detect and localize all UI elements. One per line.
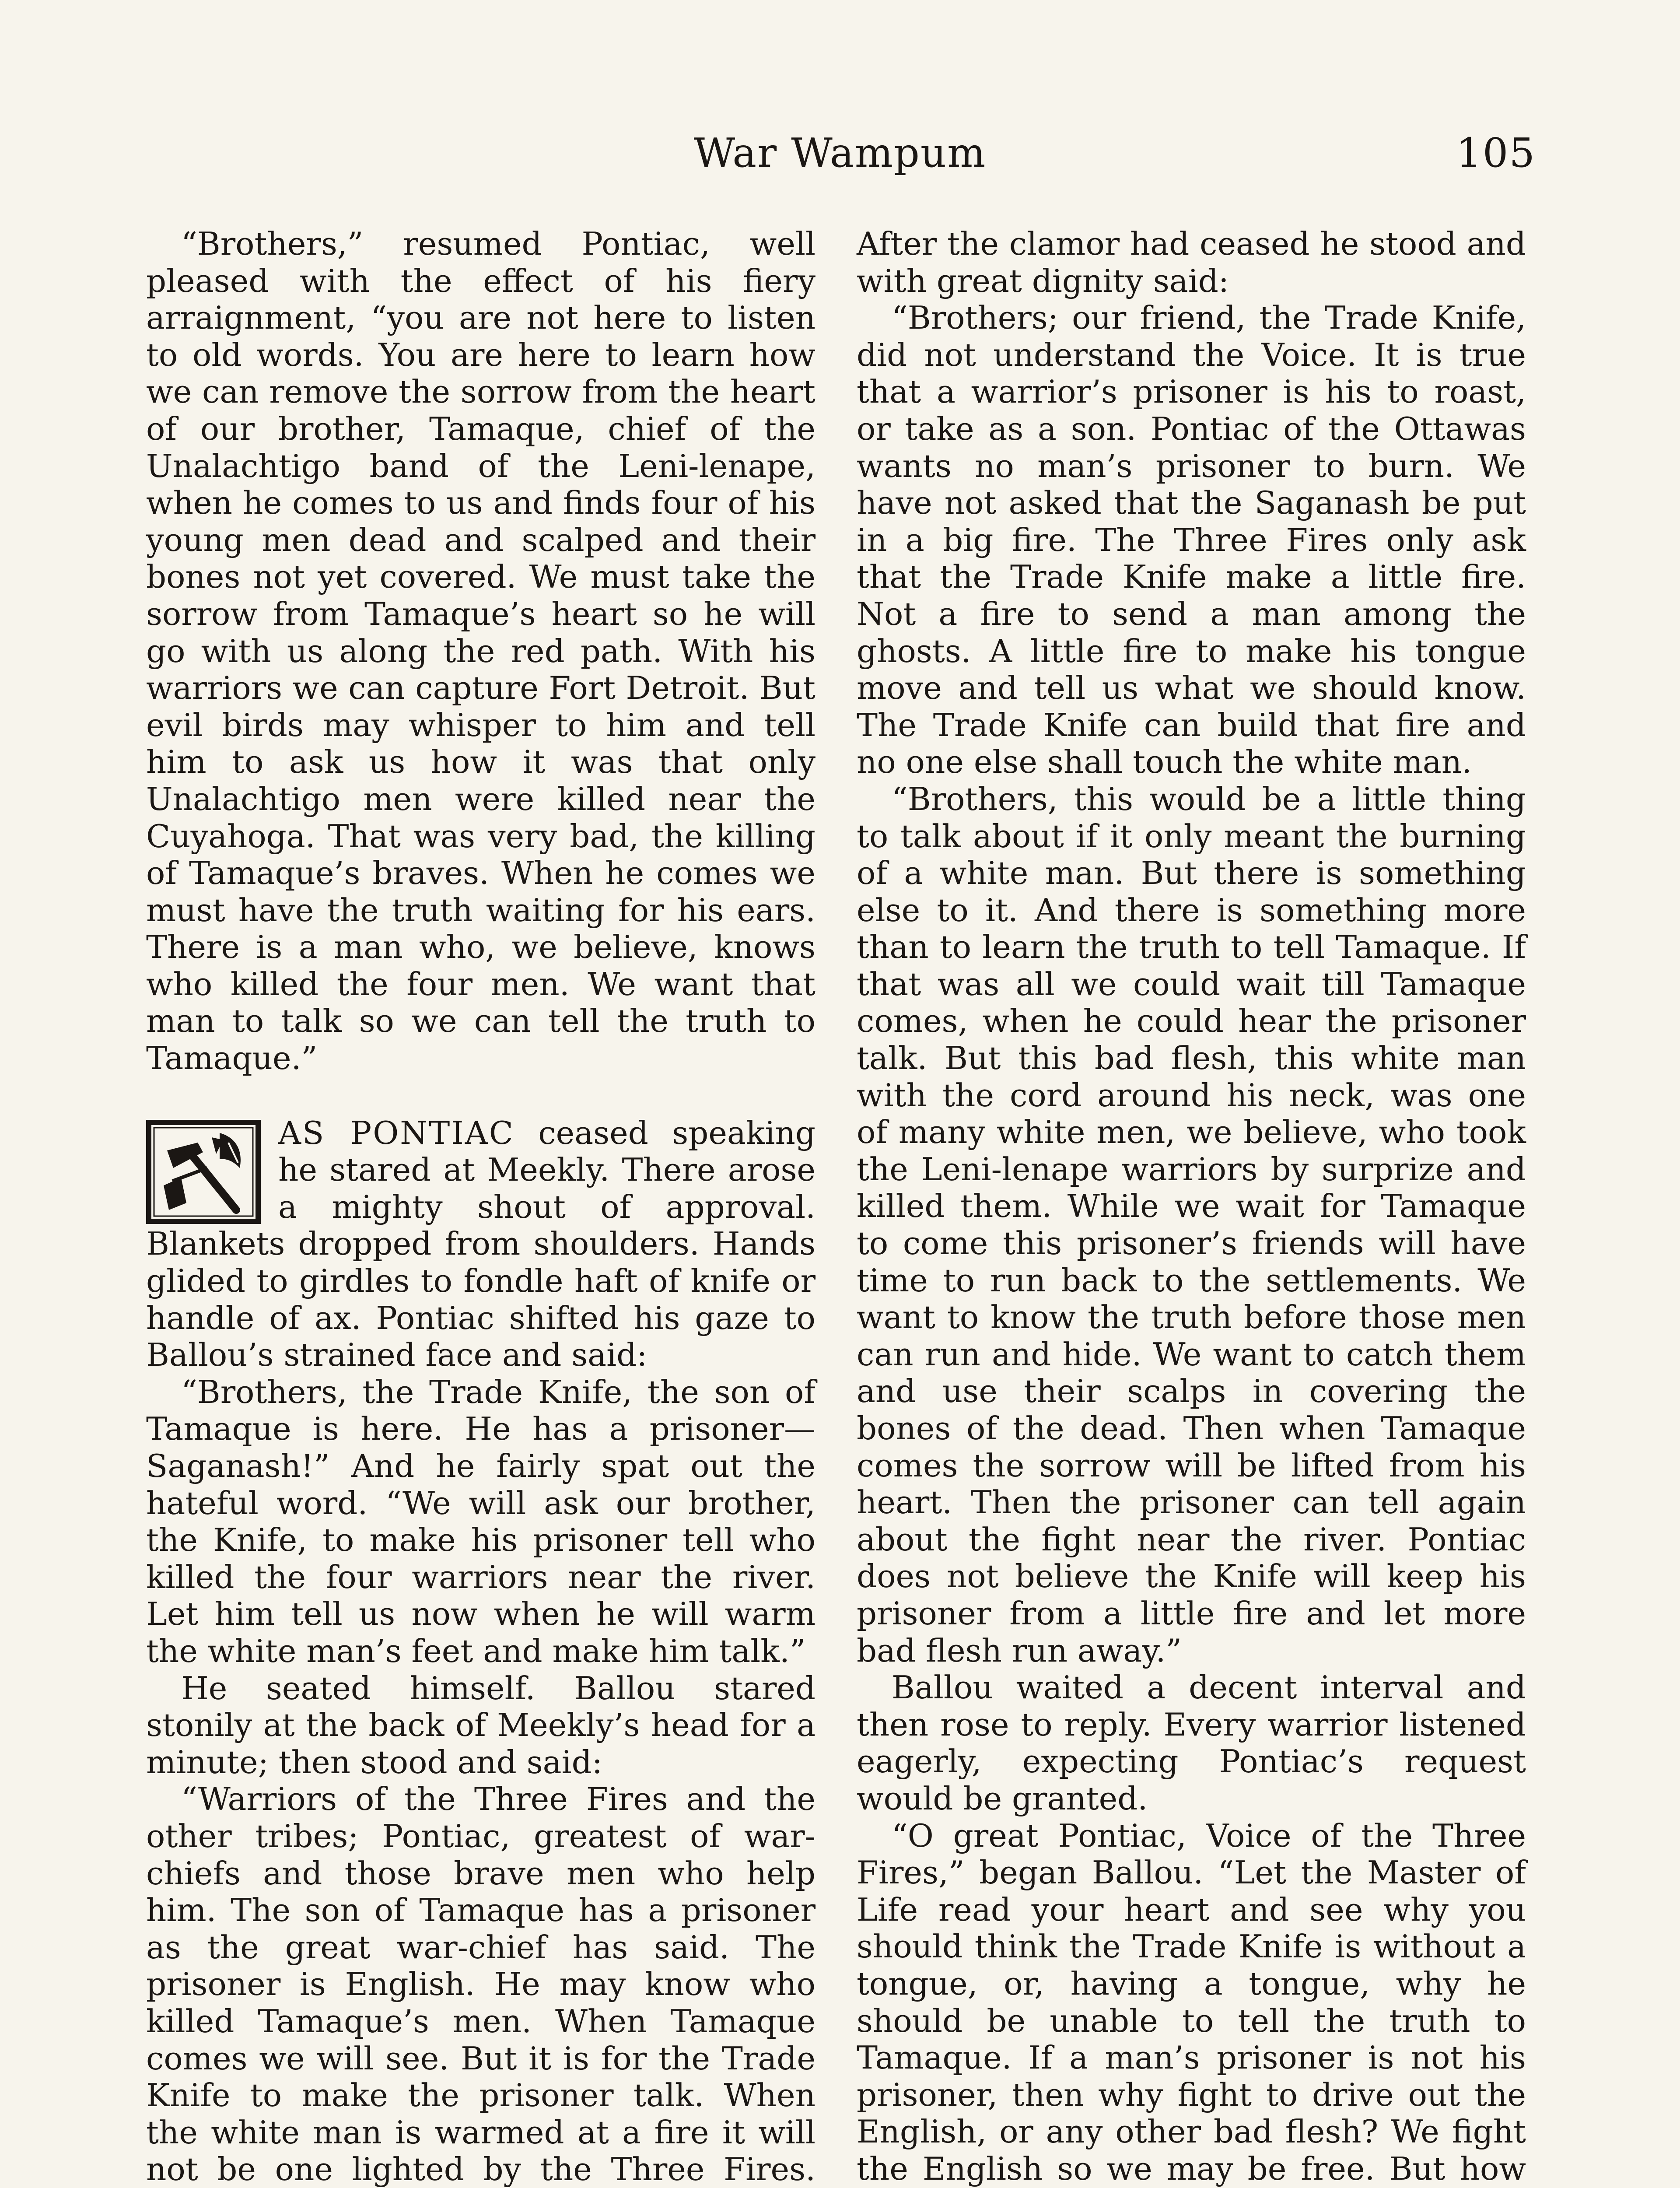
paragraph: “Warriors of the Three Fires and the other tribes; Pontiac, greatest of war-chiefs and those brave men who help him. The son of Tamaque has a prisoner as the great war-chief has said. The prisoner is English. He may know who killed Tamaque’s men. When Tamaque comes we will see. But it is for the Trade Knife to make the prisoner talk. When the white man is warmed at a fire it will not be one lighted by the Three Fires. bbox=[146, 1781, 816, 2188]
paragraph-text: ceased speaking he stared at Meekly. There arose a mighty shout of approval. Blankets dropped from shoulders. Hands glided to girdles to fondle haft of knife or handle of ax. Pontiac shifted his gaze to Ballou’s strained face and said: bbox=[146, 1114, 816, 1374]
section-opening-paragraph bbox=[146, 1115, 816, 1374]
paragraph: “Brothers; our friend, the Trade Knife, did not understand the Voice. It is true that a warrior’s prisoner is his to roast, or take as a son. Pontiac of the Ottawas wants no man’s prisoner to burn. We have not asked that the Saganash be put in a big fire. The Three Fires only ask that the Trade Knife make a little fire. Not a fire to send a man among the ghosts. A little fire to make his tongue move and tell us what we should know. The Trade Knife can build that fire and no one else shall touch the white man. bbox=[857, 299, 1526, 781]
running-title: War Wampum bbox=[693, 130, 987, 176]
paragraph: Ballou waited a decent interval and then rose to reply. Every warrior listened eagerly, expecting Pontiac’s request would be granted. bbox=[857, 1669, 1526, 1817]
paragraph: “O great Pontiac, Voice of the Three Fires,” began Ballou. “Let the Master of Life read your heart and see why you should think the Trade Knife is without a tongue, or, having a tongue, why he should be unable to tell the truth to Tamaque. If a man’s prisoner is not his prisoner, then why fight to drive out the English, or any other bad flesh? We fight the English so we may be free. But how bbox=[857, 1817, 1526, 2187]
paragraph: After the clamor had ceased he stood and with great dignity said: bbox=[857, 225, 1526, 299]
lead-caps: AS PONTIAC bbox=[278, 1114, 514, 1151]
tomahawk-and-feather-icon bbox=[146, 1120, 264, 1225]
page-number: 105 bbox=[1456, 130, 1536, 176]
paragraph: “Brothers, the Trade Knife, the son of Tamaque is here. He has a prisoner—Saganash!” And he fairly spat out the hateful word. “We will ask our brother, the Knife, to make his prisoner tell who killed the four warriors near the river. Let him tell us now when he will warm the white man’s feet and make him talk.” bbox=[146, 1373, 816, 1669]
paragraph: “Brothers,” resumed Pontiac, well pleased with the effect of his fiery arraignment, “you are not here to listen to old words. You are here to learn how we can remove the sorrow from the heart of our brother, Tamaque, chief of the Unalachtigo band of the Leni-lenape, when he comes to us and finds four of his young men dead and scalped and their bones not yet covered. We must take the sorrow from Tamaque’s heart so he will go with us along the red path. With his warriors we can capture Fort Detroit. But evil birds may whisper to him and tell him to ask us how it was that only Unalachtigo men were killed near the Cuyahoga. That was very bad, the killing of Tamaque’s braves. When he comes we must have the truth waiting for his ears. There is a man who, we believe, knows who killed the four men. We want that man to talk so we can tell the truth to Tamaque.” bbox=[146, 225, 816, 1077]
page-header bbox=[0, 125, 1680, 182]
paragraph: He seated himself. Ballou stared stonily at the back of Meekly’s head for a minute; then stood and said: bbox=[146, 1669, 816, 1781]
right-column bbox=[857, 225, 1526, 2188]
paragraph: “Brothers, this would be a little thing to talk about if it only meant the burning of a white man. But there is something else to it. And there is something more than to learn the truth to tell Tamaque. If that was all we could wait till Tamaque comes, when he could hear the prisoner talk. But this bad flesh, this white man with the cord around his neck, was one of many white men, we believe, who took the Leni-lenape warriors by surprize and killed them. While we wait for Tamaque to come this prisoner’s friends will have time to run back to the settlements. We want to know the truth before those men can run and hide. We want to catch them and use their scalps in covering the bones of the dead. Then when Tamaque comes the sorrow will be lifted from his heart. Then the prisoner can tell again about the fight near the river. Pontiac does not believe the Knife will keep his prisoner from a little fire and let more bad flesh run away.” bbox=[857, 780, 1526, 1669]
left-column bbox=[146, 225, 816, 2188]
